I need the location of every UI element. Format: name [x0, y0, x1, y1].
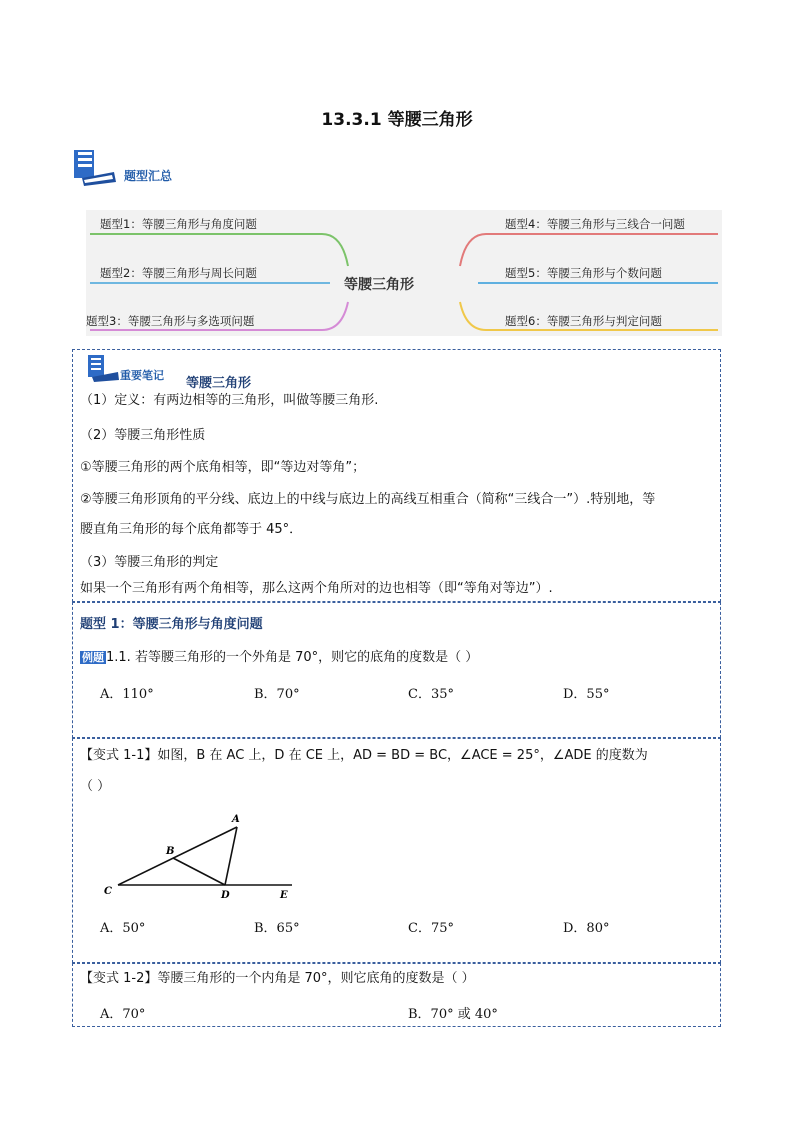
example-option-b[interactable]: B．70° [254, 687, 300, 702]
label-a: A [232, 814, 240, 825]
notes-line-4: ②等腰三角形顶角的平分线、底边上的中线与底边上的高线互相重合（简称“三线合一”）.特别地，等 [80, 492, 656, 507]
variant1-question-line2: （ ） [80, 779, 111, 794]
summary-item-5: 题型5：等腰三角形与个数问题 [505, 266, 662, 280]
example-badge: 例题 [82, 651, 104, 664]
notes-heading: 等腰三角形 [186, 376, 252, 391]
notes-line-6: （3）等腰三角形的判定 [80, 555, 219, 570]
notes-line-1: （1）定义：有两边相等的三角形，叫做等腰三角形. [80, 393, 379, 408]
label-b: B [166, 846, 175, 857]
notes-line-2: （2）等腰三角形性质 [80, 428, 206, 443]
page-title: 13.3.1 等腰三角形 [321, 110, 473, 130]
summary-item-6: 题型6：等腰三角形与判定问题 [505, 314, 662, 328]
variant2-option-b[interactable]: B．70° 或 40° [408, 1007, 498, 1022]
example-question-row [80, 648, 478, 668]
notes-line-5: 腰直角三角形的每个底角都等于 45°． [80, 522, 303, 537]
variant1-option-a[interactable]: A．50° [100, 921, 146, 936]
summary-item-1: 题型1：等腰三角形与角度问题 [100, 217, 257, 231]
summary-item-2: 题型2：等腰三角形与周长问题 [100, 266, 257, 280]
label-c: C [104, 886, 112, 897]
label-d: D [221, 890, 230, 901]
example-option-c[interactable]: C．35° [408, 687, 454, 702]
summary-label: 题型汇总 [124, 169, 173, 183]
notes-line-7: 如果一个三角形有两个角相等，那么这两个角所对的边也相等（即“等角对等边”）. [80, 581, 553, 596]
variant1-question-line1: 【变式 1-1】如图，B 在 AC 上，D 在 CE 上，AD = BD = BC，∠ACE = 25°，∠ADE 的度数为 [80, 748, 648, 763]
variant1-option-d[interactable]: D．80° [563, 921, 610, 936]
variant2-option-a[interactable]: A．70° [100, 1007, 146, 1022]
segment-ca [118, 827, 237, 885]
example-question: 1.1. 若等腰三角形的一个外角是 70°，则它的底角的度数是（ ） [106, 650, 479, 665]
notes-icon [86, 353, 120, 383]
label-e: E [280, 890, 288, 901]
segment-bd [173, 858, 225, 885]
summary-item-4: 题型4：等腰三角形与三线合一问题 [505, 217, 685, 231]
triangle-figure [100, 810, 300, 905]
type1-heading: 题型 1：等腰三角形与角度问题 [80, 617, 263, 632]
example-option-d[interactable]: D．55° [563, 687, 610, 702]
book-stack-icon [72, 148, 118, 188]
variant1-option-c[interactable]: C．75° [408, 921, 454, 936]
segment-ad [225, 827, 237, 885]
notes-label: 重要笔记 [120, 369, 164, 382]
notes-line-3: ①等腰三角形的两个底角相等，即“等边对等角”； [80, 460, 366, 475]
summary-item-3: 题型3：等腰三角形与多选项问题 [86, 314, 255, 328]
variant2-question: 【变式 1-2】等腰三角形的一个内角是 70°，则它底角的度数是（ ） [80, 971, 475, 986]
summary-center: 等腰三角形 [344, 277, 414, 293]
variant1-option-b[interactable]: B．65° [254, 921, 300, 936]
example-option-a[interactable]: A．110° [100, 687, 154, 702]
